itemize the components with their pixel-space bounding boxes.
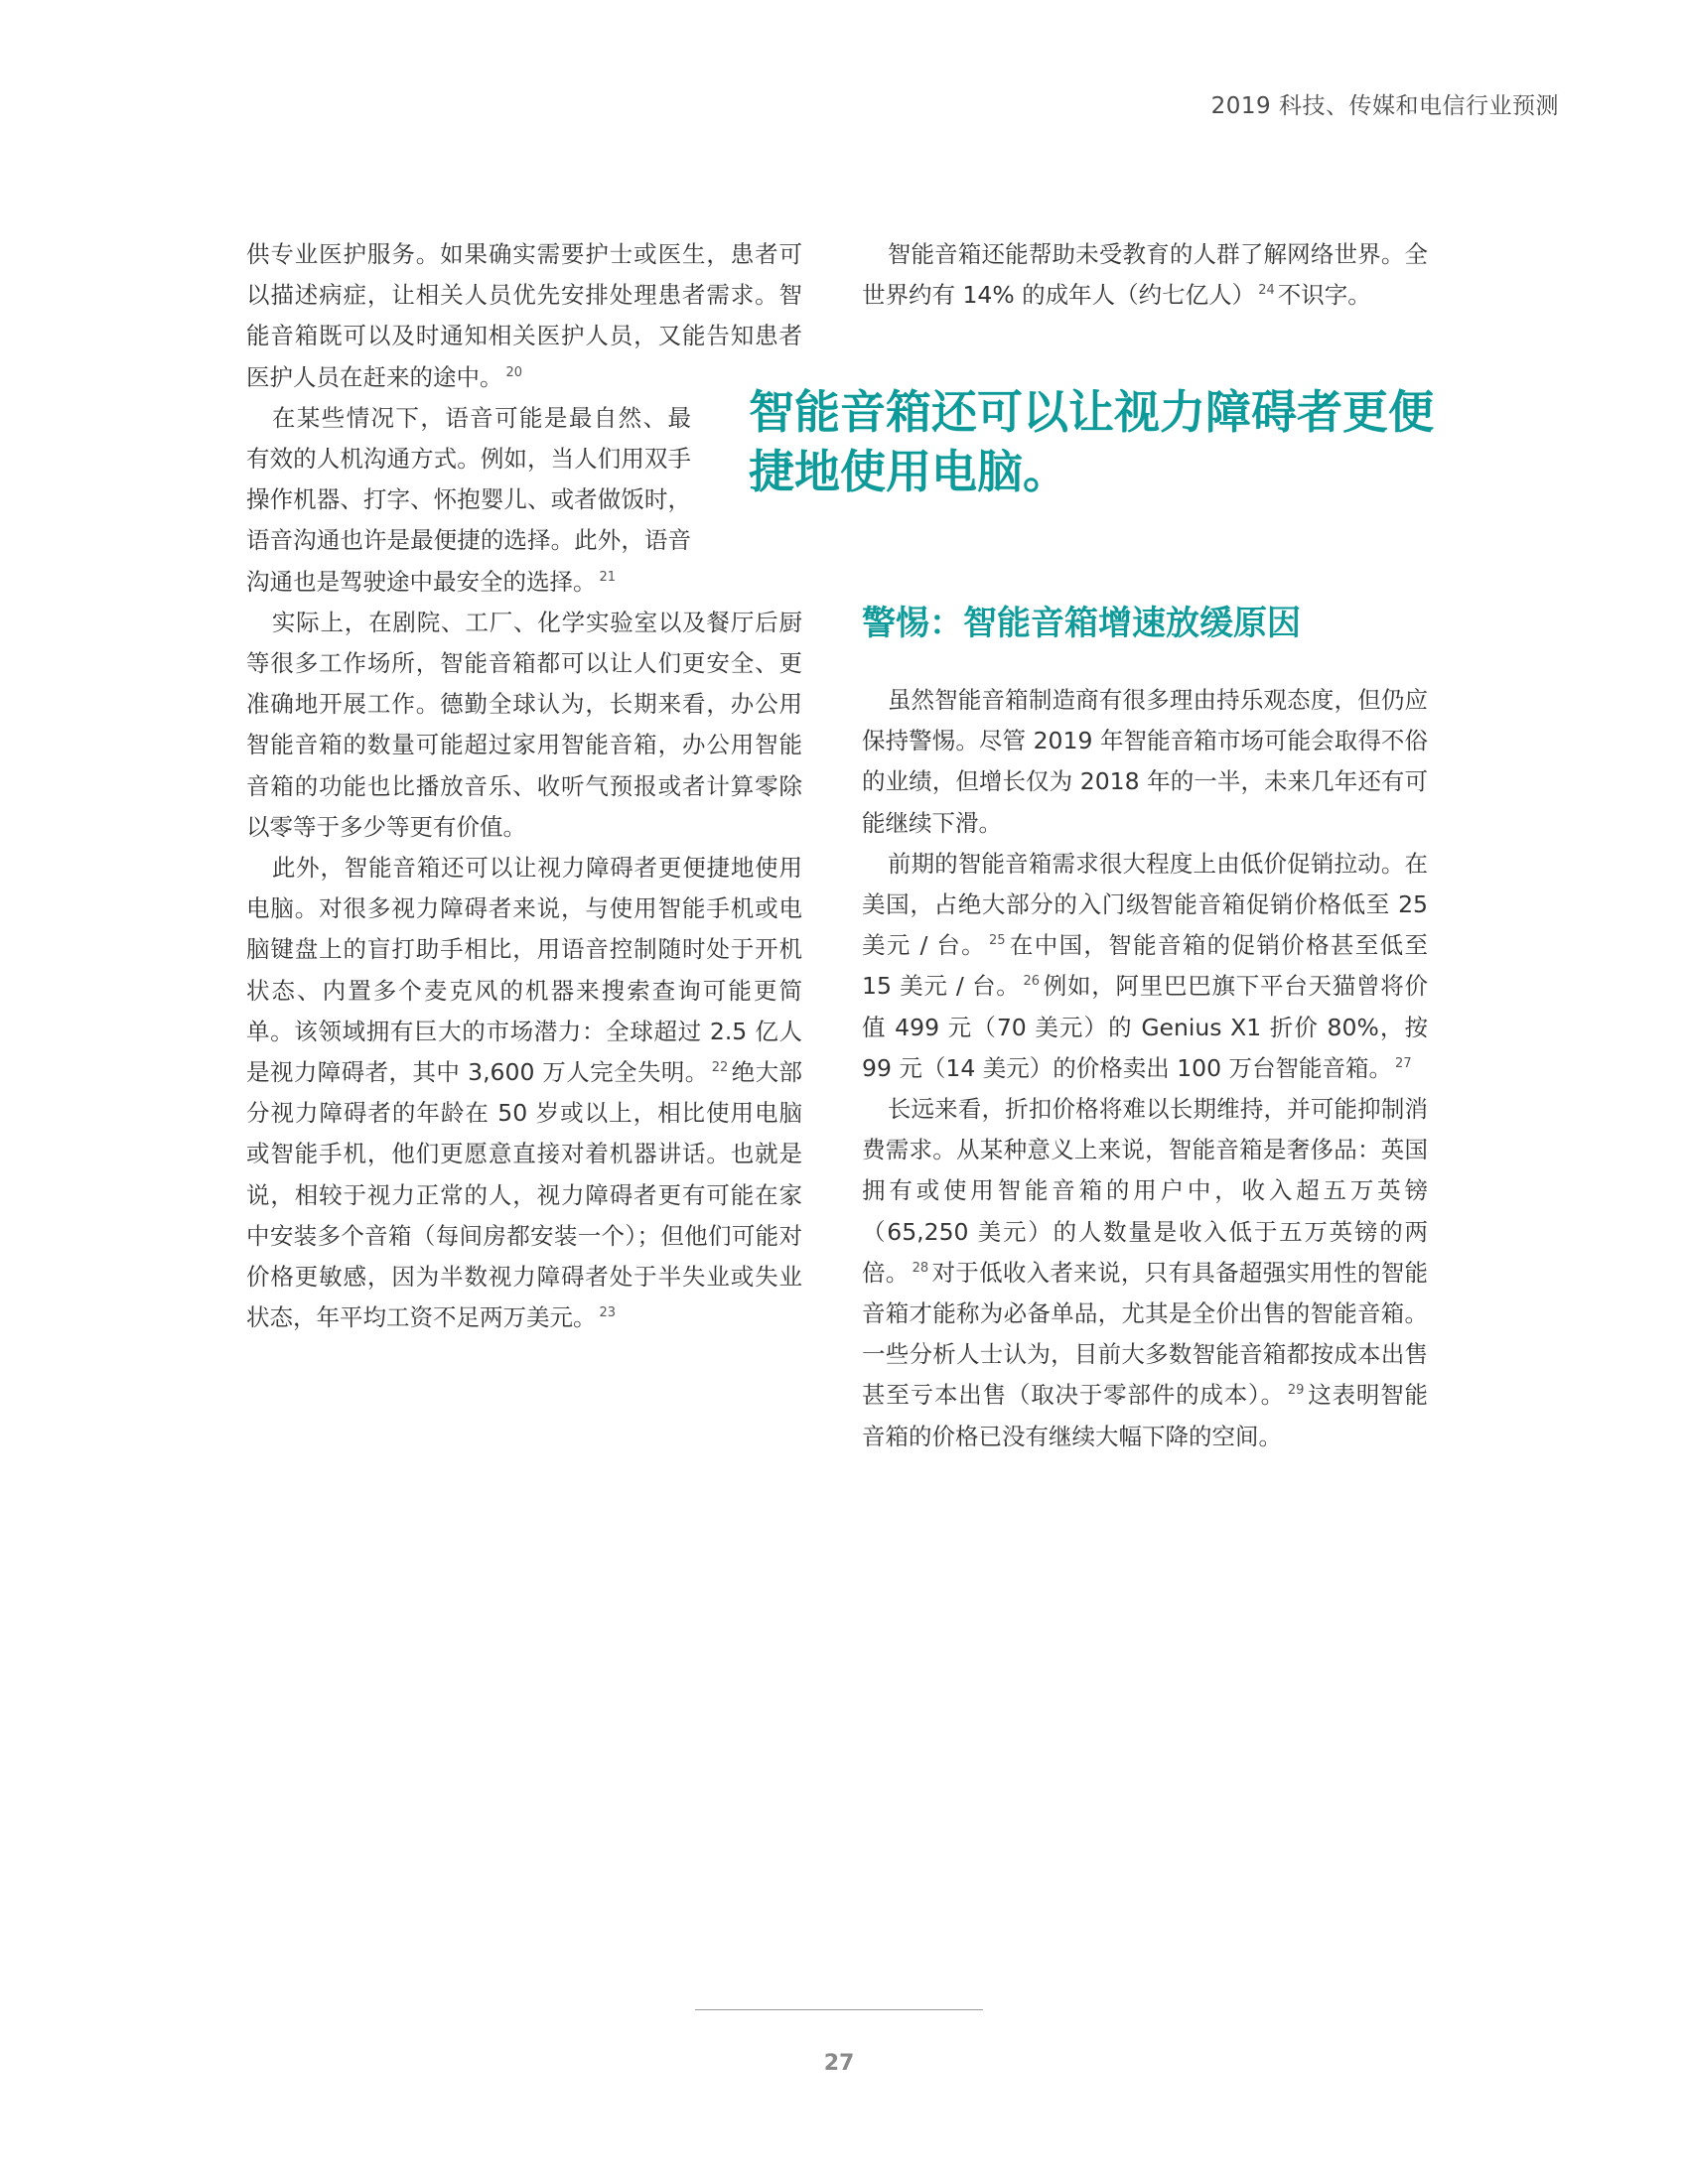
paragraph-text: 实际上，在剧院、工厂、化学实验室以及餐厅后厨等很多工作场所，智能音箱都可以让人们更安全、更准确地开展工作。德勤全球认为，长期来看，办公用智能音箱的数量可能超过家用智能音箱，办公用智能音箱的功能也比播放音乐、收听气预报或者计算零除以零等于多少等更有价值。 [246,608,802,841]
paragraph-text: 虽然智能音箱制造商有很多理由持乐观态度，但仍应保持警惕。尽管 2019 年智能音箱市场可能会取得不俗的业绩，但增长仅为 2018 年的一半，未来几年还有可能继续下滑。 [862,686,1428,837]
footnote-ref: 24 [1258,283,1275,299]
paragraph-text: 智能音箱还能帮助未受教育的人群了解网络世界。全世界约有 14% 的成年人（约七亿人） [862,240,1428,310]
pull-quote: 智能音箱还可以让视力障碍者更便捷地使用电脑。 [749,385,1434,498]
paragraph-text: 此外，智能音箱还可以让视力障碍者更便捷地使用电脑。对很多视力障碍者来说，与使用智能手机或电脑键盘上的盲打助手相比，用语音控制随时处于开机状态、内置多个麦克风的机器来搜索查询可能更简单。该领域拥有巨大的市场潜力：全球超过 2.5 亿人是视力障碍者，其中 3,600 万人完全失明。 [246,854,802,1087]
paragraph-text: 对于低收入者来说，只有具备超强实用性的智能音箱才能称为必备单品，尤其是全价出售的智能音箱。一些分析人士认为，目前大多数智能音箱都按成本出售甚至亏本出售（取决于零部件的成本）。 [862,1258,1429,1410]
paragraph [246,234,802,398]
footnote-ref: 28 [912,1260,929,1276]
running-header: 2019 科技、传媒和电信行业预测 [1210,93,1559,119]
paragraph-text: 例如，阿里巴巴旗下平台天猫曾将价值 499 元（70 美元）的 Genius X1 折价 80%，按 99 元（14 美元）的价格卖出 100 万台智能音箱。 [862,972,1429,1082]
paragraph [246,603,802,848]
footnote-ref: 27 [1395,1055,1412,1071]
paragraph-text: 前期的智能音箱需求很大程度上由低价促销拉动。在美国，占绝大部分的入门级智能音箱促销价格低至 25 美元 / 台。 [862,849,1428,960]
footnote-ref: 20 [505,364,523,380]
paragraph-text: 在某些情况下，语音可能是最自然、最有效的人机沟通方式。例如，当人们用双手操作机器、打字、怀抱婴儿、或者做饭时，语音沟通也许是最便捷的选择。此外，语音沟通也是驾驶途中最安全的选择。 [246,403,691,596]
paragraph [862,1089,1428,1457]
paragraph-text: 这表明智能音箱的价格已没有继续大幅下降的空间。 [862,1381,1429,1450]
paragraph [862,680,1428,844]
footer-divider [695,2009,983,2010]
footnote-ref: 21 [599,569,617,585]
footnote-ref: 29 [1287,1383,1305,1399]
paragraph-text: 长远来看，折扣价格将难以长期维持，并可能抑制消费需求。从某种意义上来说，智能音箱是奢侈品：英国拥有或使用智能音箱的用户中，收入超五万英镑（65,250 美元）的人数量是收入低于五万英镑的两倍。 [862,1095,1428,1287]
right-column-intro [862,234,1428,316]
footnote-ref: 26 [1023,974,1041,990]
paragraph [862,234,1428,316]
section-heading: 警惕：智能音箱增速放缓原因 [862,604,1301,643]
paragraph [862,844,1428,1089]
footnote-ref: 23 [599,1305,617,1321]
paragraph-text: 不识字。 [1277,281,1371,310]
right-column-body [862,680,1428,1457]
paragraph-text: 供专业医护服务。如果确实需要护士或医生，患者可以描述病症，让相关人员优先安排处理患者需求。智能音箱既可以及时通知相关医护人员，又能告知患者医护人员在赶来的途中。 [246,240,802,391]
page-number: 27 [823,2051,855,2076]
paragraph-text: 绝大部分视力障碍者的年龄在 50 岁或以上，相比使用电脑或智能手机，他们更愿意直接对着机器讲话。也就是说，相较于视力正常的人，视力障碍者更有可能在家中安装多个音箱（每间房都安装一个）；但他们可能对价格更敏感，因为半数视力障碍者处于半失业或失业状态，年平均工资不足两万美元。 [246,1058,802,1332]
left-column [246,234,802,1338]
paragraph [246,848,802,1338]
footnote-ref: 22 [711,1060,729,1076]
paragraph-text: 在中国，智能音箱的促销价格甚至低至 15 美元 / 台。 [862,931,1428,1001]
paragraph [246,398,691,603]
footnote-ref: 25 [988,933,1006,949]
